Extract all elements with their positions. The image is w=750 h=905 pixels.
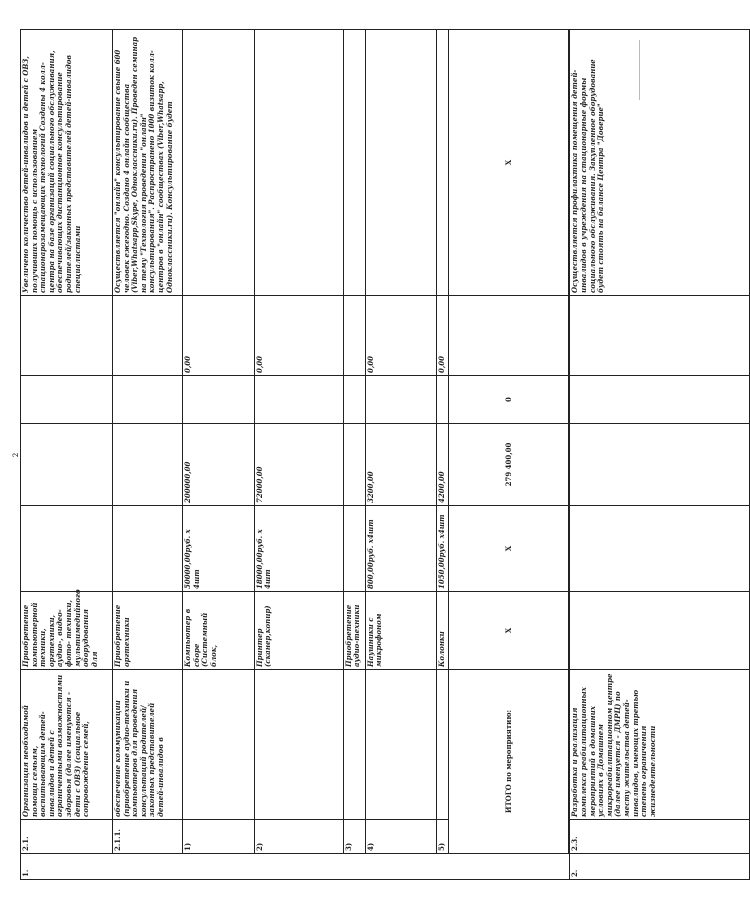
sub-num: 2.1.1.	[113, 820, 183, 854]
measure-description: Организация необходимой помощи семьям, воспитывающим детей-инвалидов и детей с ограниченными возможностями здоровья (далее именуются - дети с ОВЗ) (социальное сопровождение семей,	[21, 670, 113, 820]
budget-table	[20, 29, 750, 880]
item-amount: 3200,00	[365, 424, 437, 506]
item-num: 3)	[343, 820, 365, 854]
item-zero: 0,00	[365, 296, 437, 376]
item-zero: 0,00	[183, 296, 255, 376]
sub-num: 2.3.	[570, 820, 750, 854]
item-price: 1050,00руб. х4шт	[437, 506, 449, 592]
row-num: 1.	[21, 854, 570, 880]
item-num: 2)	[254, 820, 343, 854]
total-x: X	[449, 30, 569, 296]
table-row	[343, 30, 365, 880]
item-price: 50000,00руб. х 4шт	[183, 506, 255, 592]
sub-num: 2.1.	[21, 820, 113, 854]
item-zero: 0,00	[437, 296, 449, 376]
table-row	[183, 30, 255, 880]
table-row	[437, 30, 449, 880]
item-price: 800,00руб. х4шт	[365, 506, 437, 592]
item-num: 1)	[183, 820, 255, 854]
result-text: Увеличено количество детей-инвалидов и детей с ОВЗ, получивших помощь с использованием стационарозамещающих технологий Созданы 4 колл-центра на базе организаций социального обслуживания, обеспечивающих дистанционное консультирование родителей/законных представителей детей-инвалидов специалистами	[21, 30, 113, 296]
result-text: Осуществляется "онлайн" консультирование свыше 600 человек ежегодно. Создано 4 онлайн сообщества (Viber,Whatsapp,Skype, Одноклассники.ru). Проведен семинар на тему "Технология проведения "онлайн" консультирования". Распространено 1000 визиток колл-центров в "онлайн" сообществах (Viber,Whatsapp, Одноклассники.ru). Консультирование будет	[113, 30, 183, 296]
total-zero: 0	[449, 376, 569, 424]
result-text: Осуществляется профилактика помещения детей-инвалидов в учреждения на стационарные формы социального обслуживания. Закупленное оборудование будет стоять на балансе Центра "Доверие"	[570, 30, 750, 296]
total-x: X	[449, 506, 569, 592]
item-amount: 200000,00	[183, 424, 255, 506]
table-row	[365, 30, 437, 880]
item-name: Компьютер в сборе (Системный блок,	[183, 592, 255, 670]
table-row	[21, 30, 113, 880]
item-name: Колонки	[437, 592, 449, 670]
rotated-table-area	[12, 20, 657, 880]
item-description: Приобретение компьютерной техники, оргтехники, аудио-, видео- фото- техники, мультимедийного оборудования для	[21, 592, 113, 670]
item-name: Приобретение аудио-техники	[343, 592, 365, 670]
table-row	[254, 30, 343, 880]
page-number: 2	[12, 452, 20, 458]
total-amount: 279 400,00	[449, 424, 569, 506]
item-name: Наушники с микрофоном	[365, 592, 437, 670]
item-zero: 0,00	[254, 296, 343, 376]
item-num: 5)	[437, 820, 449, 854]
table-row	[113, 30, 183, 880]
total-label: ИТОГО по мероприятию:	[449, 670, 569, 854]
total-row	[449, 30, 569, 880]
table-row	[570, 30, 750, 880]
item-price: 18000,00руб. х 4шт	[254, 506, 343, 592]
item-num: 4)	[365, 820, 437, 854]
row-num: 2.	[570, 854, 750, 880]
item-amount: 4200,00	[437, 424, 449, 506]
total-x: X	[449, 592, 569, 670]
item-amount: 72000,00	[254, 424, 343, 506]
measure-description: обеспечение коммуникации (приобретение аудио-техники и компьютеров для проведения консультаций родителей/законных представителей детей-инвалидов в	[113, 670, 183, 820]
item-description: Приобретение оргтехники	[113, 592, 183, 670]
measure-description: Разработка и реализация комплекса реабилитационных мероприятий в домашних условиях в Домашнем микрореабилитационном центре (далее именуется - ДМРЦ) по месту жительства детей-инвалидов, имеющих третью степень ограничения жизнедеятельности	[570, 670, 750, 820]
item-name: Принтер (сканер,копир)	[254, 592, 343, 670]
